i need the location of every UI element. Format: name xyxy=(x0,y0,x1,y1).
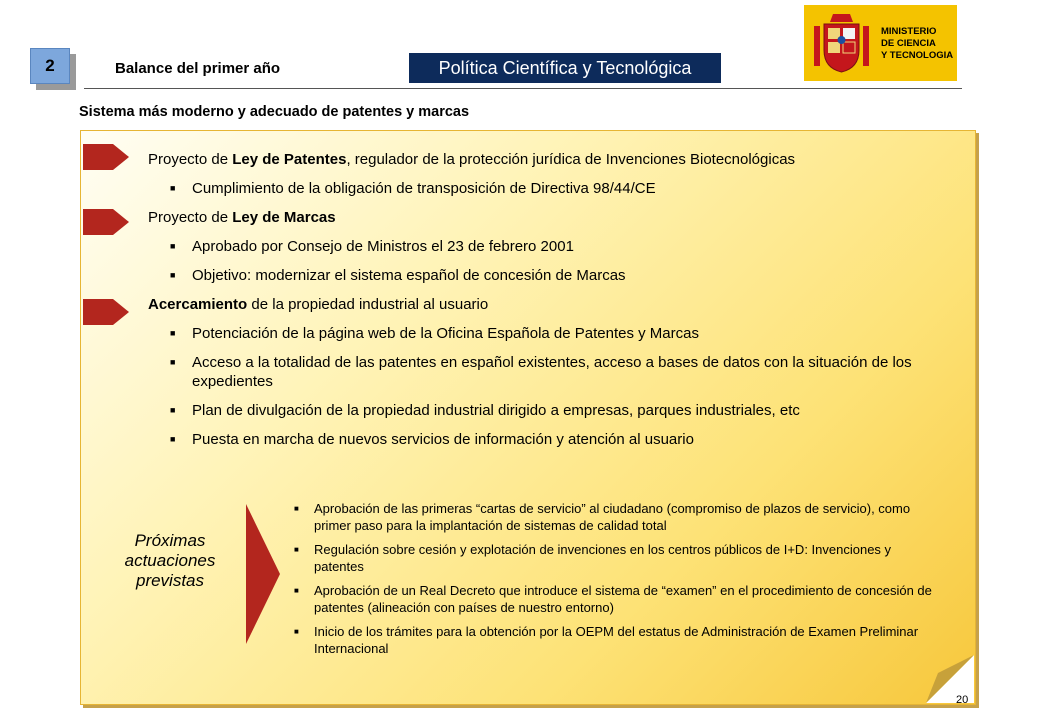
item-ley-marcas: Proyecto de Ley de Marcas xyxy=(148,209,336,226)
main-items xyxy=(148,150,963,459)
page-number: 20 xyxy=(956,694,969,706)
square-bullet-icon: ■ xyxy=(170,434,176,444)
sub-item: ■ Plan de divulgación de la propiedad industrial dirigido a empresas, parques industriales, etc xyxy=(170,402,800,419)
sub-item: ■ Aprobado por Consejo de Ministros el 23 de febrero 2001 xyxy=(170,238,574,255)
header-divider xyxy=(84,88,962,89)
list-item: ■ Aprobación de las primeras “cartas de servicio” al ciudadano (compromiso de plazos de servicio), como primer paso para la implantación de sistemas de calidad total xyxy=(294,501,911,533)
list-item: ■ Regulación sobre cesión y explotación de invenciones en los centros públicos de I+D: Invenciones y patentes xyxy=(294,542,892,574)
proximas-label: Próximas actuaciones previstas xyxy=(124,531,216,590)
subheading: Sistema más moderno y adecuado de patentes y marcas xyxy=(79,104,470,120)
square-bullet-icon: ■ xyxy=(170,328,176,338)
section-title: Balance del primer año xyxy=(115,60,281,77)
square-bullet-icon: ■ xyxy=(294,627,299,636)
sub-item: ■ Objetivo: modernizar el sistema español de concesión de Marcas xyxy=(170,267,626,284)
square-bullet-icon: ■ xyxy=(170,357,176,367)
logo-text: MINISTERIO DE CIENCIA Y TECNOLOGIA xyxy=(881,26,954,61)
section-number-badge xyxy=(30,48,76,90)
sub-item: ■ Cumplimiento de la obligación de transposición de Directiva 98/44/CE xyxy=(170,180,656,197)
chevron-arrow-icon xyxy=(246,504,280,644)
square-bullet-icon: ■ xyxy=(170,405,176,415)
chevron-arrow-icon xyxy=(83,138,129,176)
list-item: ■ Inicio de los trámites para la obtención por la OEPM del estatus de Administración de Examen Preliminar Internacional xyxy=(294,624,919,656)
item-acercamiento: Acercamiento de la propiedad industrial al usuario xyxy=(148,296,489,313)
section-number: 2 xyxy=(30,48,70,84)
ministry-logo xyxy=(804,5,957,81)
square-bullet-icon: ■ xyxy=(294,586,299,595)
square-bullet-icon: ■ xyxy=(294,504,299,513)
square-bullet-icon: ■ xyxy=(170,241,176,251)
square-bullet-icon: ■ xyxy=(170,270,176,280)
policy-title: Política Científica y Tecnológica xyxy=(409,53,721,83)
list-item: ■ Aprobación de un Real Decreto que introduce el sistema de “examen” en el procedimiento de concesión de patentes (alineación con países de nuestro entorno) xyxy=(294,583,932,615)
square-bullet-icon: ■ xyxy=(294,545,299,554)
chevron-arrow-icon xyxy=(83,293,129,331)
sub-item: ■ Potenciación de la página web de la Oficina Española de Patentes y Marcas xyxy=(170,325,699,342)
chevron-arrow-icon xyxy=(83,203,129,241)
coat-of-arms-icon xyxy=(814,12,869,74)
sub-item: ■ Puesta en marcha de nuevos servicios de información y atención al usuario xyxy=(170,431,694,448)
item-ley-patentes: Proyecto de Ley de Patentes, regulador de la protección jurídica de Invenciones Biotecnológicas xyxy=(148,151,796,168)
sub-item: ■ Acceso a la totalidad de las patentes en español existentes, acceso a bases de datos con la situación de los expedientes xyxy=(170,354,912,390)
square-bullet-icon: ■ xyxy=(170,183,176,193)
proximas-items xyxy=(294,500,944,664)
